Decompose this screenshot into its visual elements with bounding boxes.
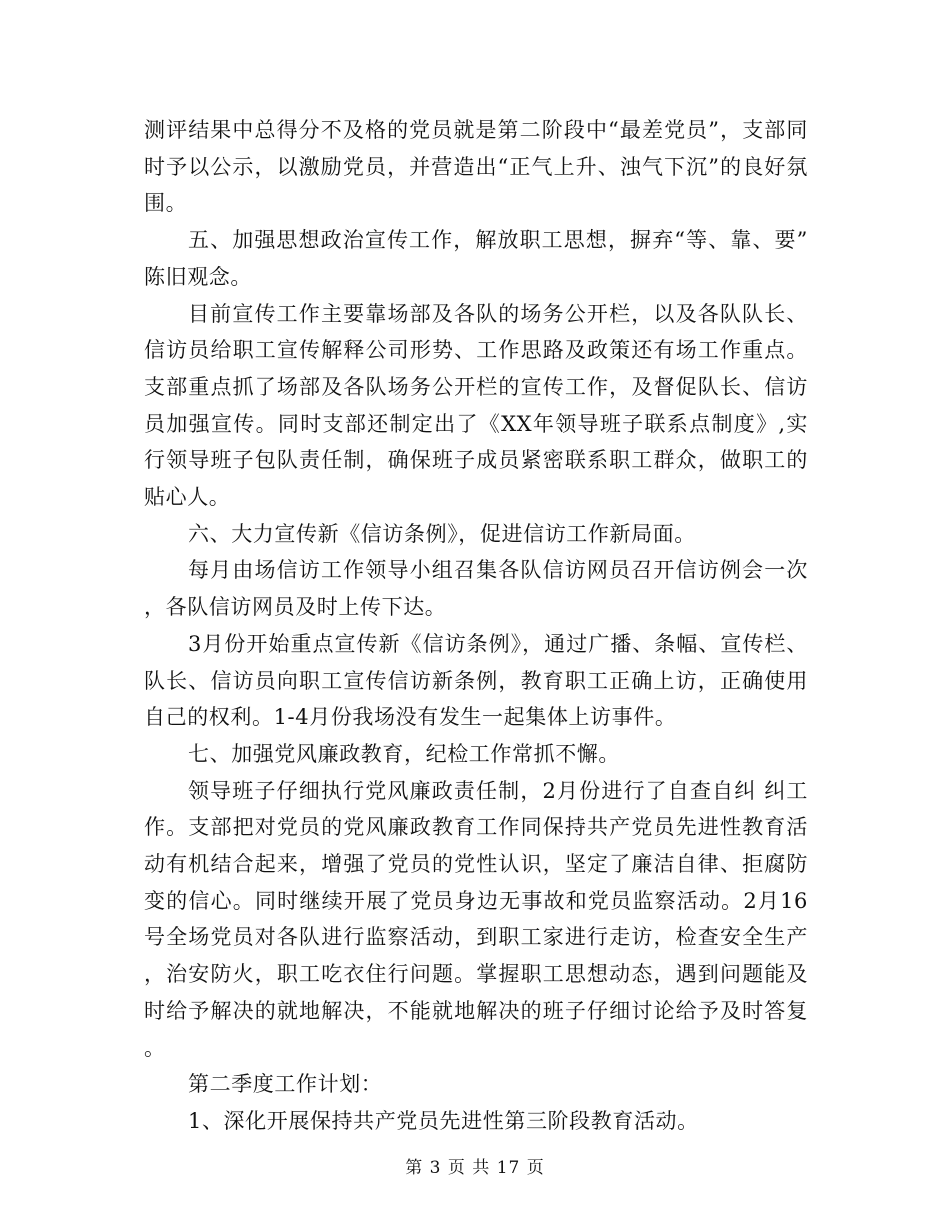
paragraph-monthly-meeting: 每月由场信访工作领导小组召集各队信访网员召开信访例会一次，各队信访网员及时上传下达。 [144, 558, 808, 620]
heading-q2-plan: 第二季度工作计划： [188, 1072, 383, 1097]
section-heading-7: 七、加强党风廉政教育，纪检工作常抓不懈。 [188, 741, 620, 766]
section-heading-5: 五、加强思想政治宣传工作，解放职工思想，摒弃“等、靠、要”陈旧观念。 [144, 228, 808, 289]
paragraph-continuation: 测评结果中总得分不及格的党员就是第二阶段中“最差党员”，支部同时予以公示，以激励党员，并营造出“正气上升、浊气下沉”的良好氛围。 [144, 118, 808, 216]
page-number: 第 3 页 共 17 页 [405, 1158, 545, 1178]
document-body [144, 112, 808, 1140]
page-footer [0, 1153, 950, 1178]
paragraph-publicity: 目前宣传工作主要靠场部及各队的场务公开栏，以及各队队长、信访员给职工宣传解释公司形势、工作思路及政策还有场工作重点。支部重点抓了场部及各队场务公开栏的宣传工作，及督促队长、信访员加强宣传。同时支部还制定出了《XX年领导班子联系点制度》,实行领导班子包队责任制，确保班子成员紧密联系职工群众，做职工的贴心人。 [144, 301, 808, 510]
section-heading-6: 六、大力宣传新《信访条例》，促进信访工作新局面。 [188, 521, 696, 546]
paragraph-petition-regulation: 3月份开始重点宣传新《信访条例》，通过广播、条幅、宣传栏、队长、信访员向职工宣传信访新条例，教育职工正确上访，正确使用自己的权利。1-4月份我场没有发生一起集体上访事件。 [144, 631, 808, 730]
plan-item-1: 1、深化开展保持共产党员先进性第三阶段教育活动。 [188, 1108, 699, 1133]
paragraph-integrity-education: 领导班子仔细执行党风廉政责任制，2月份进行了自查自纠 纠工作。支部把对党员的党风廉政教育工作同保持共产党员先进性教育活动有机结合起来，增强了党员的党性认识，坚定了廉洁自律、拒腐防变的信心。同时继续开展了党员身边无事故和党员监察活动。2月16号全场党员对各队进行监察活动，到职工家进行走访，检查安全生产，治安防火，职工吃衣住行问题。掌握职工思想动态，遇到问题能及时给予解决的就地解决，不能就地解决的班子仔细讨论给予及时答复。 [144, 778, 808, 1060]
